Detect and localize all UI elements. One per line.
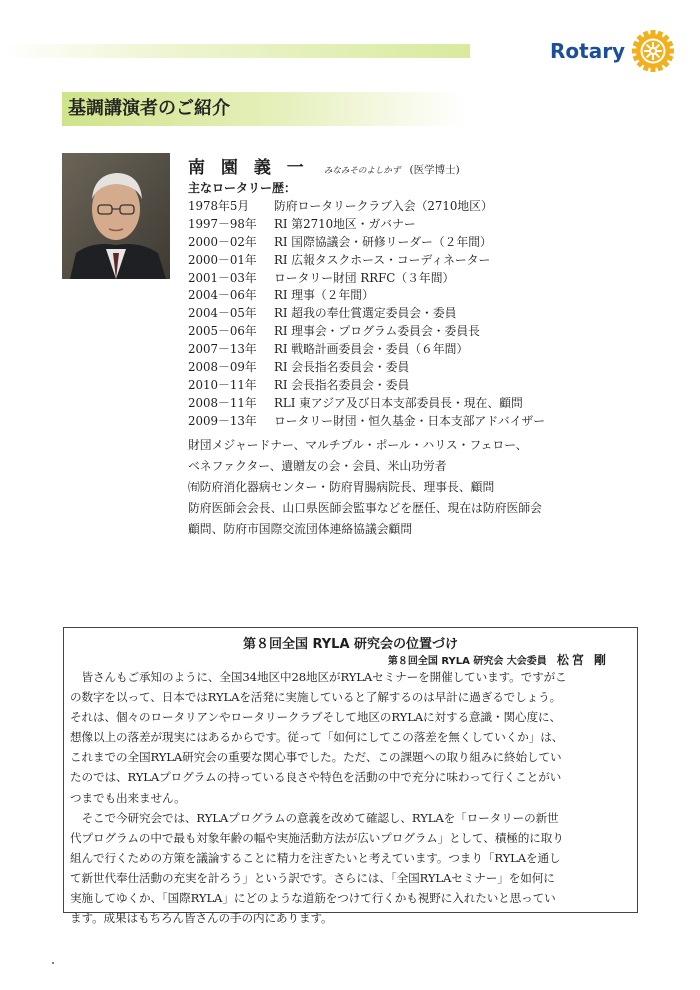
rotary-wheel-icon: [631, 29, 675, 73]
career-row: [188, 233, 545, 251]
career-row: [188, 412, 545, 430]
essay-line: 想像以上の落差が現実にはあるからです。従って「如何にしてこの落差を無くしていくか」は、: [70, 730, 564, 745]
career-row: [188, 286, 545, 304]
logo-text: Rotary: [550, 39, 626, 63]
career-year: 1997－98年: [188, 216, 257, 231]
essay-line: そこで今研究会では、RYLAプログラムの意義を改めて確認し、RYLAを「ロータリーの新世: [70, 810, 559, 825]
essay-body: [64, 669, 637, 930]
career-row: [188, 322, 545, 340]
career-text: ロータリー財団 RRFC（３年間）: [274, 270, 455, 285]
rotary-logo: [550, 26, 675, 76]
page-speck: [52, 962, 54, 964]
essay-box: [63, 627, 638, 926]
honors-paragraph: [188, 436, 608, 541]
essay-line: つまでも出来ません。: [70, 790, 186, 805]
honors-line: 顧問、防府市国際交流団体連絡協議会顧問: [188, 522, 413, 536]
career-year: 2008－11年: [188, 395, 257, 410]
speaker-name-kana: みなみそのよしかず: [323, 166, 401, 176]
career-year: 2005－06年: [188, 324, 257, 339]
career-year: 2010－11年: [188, 377, 257, 392]
portrait-image: [62, 153, 170, 279]
essay-line: これまでの全国RYLA研究会の重要な関心事でした。ただ、この課題への取り組みに終始してい: [70, 750, 562, 765]
honors-line: 防府医師会会長、山口県医師会監事などを歴任、現在は防府医師会: [188, 501, 542, 515]
essay-line: 皆さんもご承知のように、全国34地区中28地区がRYLAセミナーを開催しています。ですがこ: [70, 670, 567, 684]
career-text: RI 国際協議会・研修リーダー（２年間）: [274, 234, 492, 249]
essay-line: の数字を以って、日本ではRYLAを活発に実施していると了解するのは早計に過ぎるでしょう。: [70, 690, 562, 705]
essay-line: 組んで行くための方策を議論することに精力を注ぎたいと考えています。つまり「RYLAを通し: [70, 850, 561, 865]
career-row: [188, 304, 545, 322]
honors-line: ㈲防府消化器病センター・防府胃腸病院長、理事長、顧問: [188, 480, 495, 494]
career-year: 2004－05年: [188, 306, 257, 321]
career-year: 2000－02年: [188, 234, 257, 249]
career-text: RI 理事会・プログラム委員会・委員長: [274, 324, 480, 339]
career-year: 1978年5月: [188, 199, 250, 213]
career-heading: 主なロータリー歴：: [188, 181, 297, 195]
career-year: 2009－13年: [188, 413, 257, 428]
career-text: RI 会長指名委員会・委員: [274, 377, 410, 392]
essay-title: 第８回全国 RYLA 研究会の位置づけ: [242, 637, 459, 652]
career-year: 2000－01年: [188, 252, 257, 267]
honors-line: ベネファクター、遺贈友の会・会員、米山功労者: [188, 459, 447, 473]
career-row: [188, 358, 545, 376]
essay-line: それは、個々のロータリアンやロータリークラブそして地区のRYLAに対する意識・関心度に、: [70, 710, 561, 725]
section-title: 基調講演者のご紹介: [62, 92, 466, 126]
career-row: [188, 197, 545, 215]
career-list: [188, 197, 545, 430]
honors-line: 財団メジャードナー、マルチプル・ポール・ハリス・フェロー、: [188, 438, 528, 452]
career-text: 防府ロータリークラブ入会（2710地区）: [274, 199, 493, 213]
essay-line: ます。成果はもちろん皆さんの手の内にあります。: [70, 911, 333, 926]
career-text: RI 第2710地区・ガバナー: [274, 216, 416, 231]
career-text: RI 広報タスクホース・コーディネーター: [274, 252, 491, 267]
career-text: RI 戦略計画委員会・委員（６年間）: [274, 342, 469, 357]
essay-author-name: 松宮 剛: [556, 653, 609, 667]
career-row: [188, 394, 545, 412]
essay-author: [64, 651, 609, 669]
career-text: RI 超我の奉仕賞選定委員会・委員: [274, 306, 457, 321]
career-row: [188, 376, 545, 394]
career-year: 2004－06年: [188, 288, 257, 303]
speaker-title: (医学博士): [409, 164, 460, 176]
career-text: RI 会長指名委員会・委員: [274, 360, 410, 375]
speaker-portrait: [62, 153, 170, 279]
career-year: 2007－13年: [188, 342, 257, 357]
career-row: [188, 215, 545, 233]
career-row: [188, 269, 545, 287]
essay-line: 代プログラムの中で最も対象年齢の幅や実施活動方法が広いプログラム」として、積極的に取り: [70, 830, 564, 845]
essay-line: たのでは、RYLAプログラムの持っている良さや特色を活動の中で充分に味わって行くことがい: [70, 770, 562, 785]
essay-line: 実施してゆくか、「国際RYLA」にどのような道筋をつけて行くかも視野に入れたいと思ってい: [70, 891, 556, 906]
career-row: [188, 340, 545, 358]
header-gradient-band: [0, 44, 470, 58]
career-text: RI 理事（２年間）: [274, 288, 374, 303]
speaker-name: 南 園 義 一: [188, 158, 309, 178]
career-text: RLI 東アジア及び日本支部委員長・現在、顧問: [274, 395, 523, 410]
essay-author-role: 第８回全国 RYLA 研究会 大会委員: [387, 656, 547, 667]
speaker-name-line: [188, 153, 460, 178]
career-year: 2001－03年: [188, 270, 257, 285]
career-text: ロータリー財団・恒久基金・日本支部アドバイザー: [274, 413, 546, 428]
career-row: [188, 251, 545, 269]
career-year: 2008－09年: [188, 360, 257, 375]
essay-line: て新世代奉仕活動の充実を計ろう」という訳です。さらには、「全国RYLAセミナー」を如何に: [70, 870, 555, 885]
